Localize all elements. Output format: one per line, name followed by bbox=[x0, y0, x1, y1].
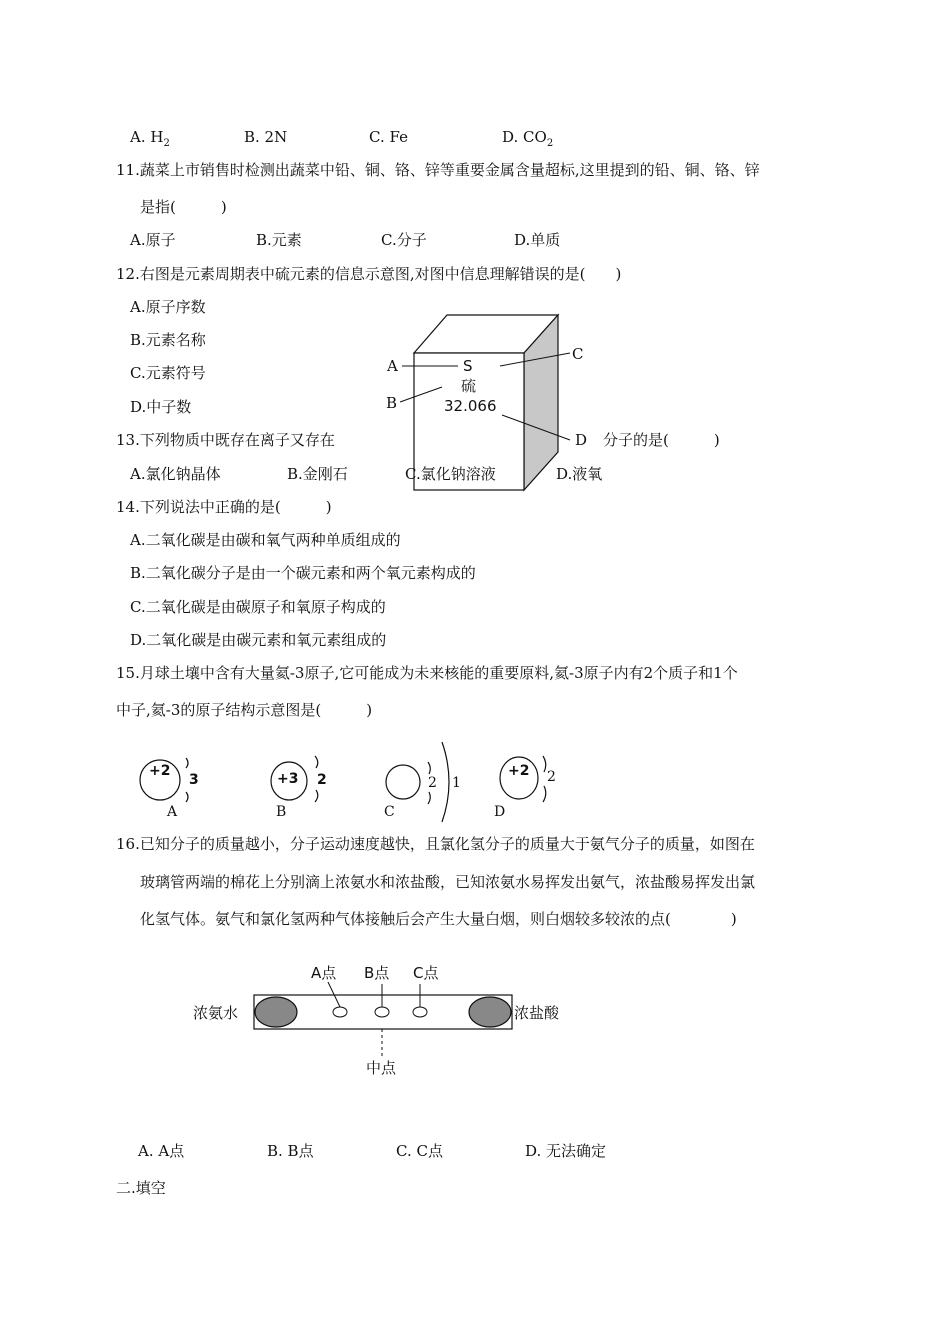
cotton-right bbox=[469, 997, 511, 1027]
diagram-letter-c: C bbox=[384, 804, 395, 820]
q13-stem-left: 13.下列物质中既存在离子又存在 bbox=[116, 431, 335, 449]
q10-option-c: C. Fe bbox=[369, 128, 408, 146]
q15-stem-line2: 中子,氦-3的原子结构示意图是( ) bbox=[116, 701, 373, 719]
q11-option-d: D.单质 bbox=[514, 231, 561, 249]
q11-option-a: A.原子 bbox=[130, 231, 176, 249]
q10-option-b: B. 2N bbox=[244, 128, 288, 146]
shell-electrons-d-1: 2 bbox=[547, 769, 556, 785]
diagram-letter-d: D bbox=[494, 804, 506, 820]
shell-electrons-a-1: 3 bbox=[189, 772, 199, 788]
q16-option-b: B. B点 bbox=[267, 1142, 314, 1160]
point-b-marker bbox=[375, 1007, 389, 1017]
element-mass: 32.066 bbox=[444, 397, 497, 415]
q14-stem: 14.下列说法中正确的是( ) bbox=[116, 498, 332, 516]
label-point-b: B点 bbox=[364, 964, 390, 982]
q12-option-b: B.元素名称 bbox=[130, 331, 206, 349]
q11-option-c: C.分子 bbox=[381, 231, 427, 249]
shell-electrons-c-1: 2 bbox=[428, 775, 437, 791]
q10-option-d: D. $CO_2$ bbox=[502, 128, 554, 149]
shell-electrons-b-1: 2 bbox=[317, 772, 327, 788]
q10-option-d-subscript: 2 bbox=[546, 138, 554, 149]
cotton-left bbox=[255, 997, 297, 1027]
q16-option-c: C. C点 bbox=[396, 1142, 443, 1160]
q14-option-c: C.二氧化碳是由碳原子和氧原子构成的 bbox=[130, 598, 386, 616]
label-ammonia: 浓氨水 bbox=[193, 1004, 239, 1022]
label-point-a: A点 bbox=[311, 964, 337, 982]
q12-option-c: C.元素符号 bbox=[130, 364, 206, 382]
q16-stem-line3: 化氢气体。氨气和氯化氢两种气体接触后会产生大量白烟，则白烟较多较浓的点( ) bbox=[140, 910, 737, 928]
nucleus-charge-d: +2 bbox=[508, 763, 530, 779]
q13-stem-right: 分子的是( ) bbox=[603, 431, 720, 449]
point-c-marker bbox=[413, 1007, 427, 1017]
q10-option-a-subscript: 2 bbox=[163, 138, 170, 149]
element-name: 硫 bbox=[461, 377, 477, 395]
q13-option-a: A.氯化钠晶体 bbox=[130, 465, 221, 483]
label-midpoint: 中点 bbox=[366, 1059, 397, 1077]
figure-label-c: C bbox=[572, 345, 584, 363]
nucleus-charge-b: +3 bbox=[277, 771, 299, 787]
q13-option-d: D.液氧 bbox=[556, 465, 603, 483]
figure-label-b: B bbox=[386, 394, 398, 412]
nucleus-charge-a: +2 bbox=[149, 763, 171, 779]
q15-stem-line1: 15.月球土壤中含有大量氦-3原子,它可能成为未来核能的重要原料,氦-3原子内有2个质子和1个 bbox=[116, 664, 738, 682]
figure-label-a: A bbox=[387, 357, 398, 375]
label-point-c: C点 bbox=[413, 964, 439, 982]
figure-label-d: D bbox=[575, 431, 588, 449]
q16-stem-line2: 玻璃管两端的棉花上分别滴上浓氨水和浓盐酸，已知浓氨水易挥发出氨气，浓盐酸易挥发出氯 bbox=[140, 873, 756, 891]
label-hydrochloric-acid: 浓盐酸 bbox=[514, 1004, 560, 1022]
q11-stem-line2: 是指( ) bbox=[140, 198, 227, 216]
q16-option-a: A. A点 bbox=[138, 1142, 185, 1160]
q14-option-d: D.二氧化碳是由碳元素和氧元素组成的 bbox=[130, 631, 387, 649]
q14-option-b: B.二氧化碳分子是由一个碳元素和两个氧元素构成的 bbox=[130, 564, 476, 582]
q16-option-d: D. 无法确定 bbox=[525, 1142, 607, 1160]
q11-stem-line1: 11.蔬菜上市销售时检测出蔬菜中铅、铜、铬、锌等重要金属含量超标,这里提到的铅、铜、铬、锌 bbox=[116, 161, 760, 179]
section-heading-fill-in: 二.填空 bbox=[116, 1179, 166, 1197]
diagram-letter-b: B bbox=[276, 804, 287, 820]
element-symbol: S bbox=[463, 357, 473, 375]
point-a-marker bbox=[333, 1007, 347, 1017]
q12-stem: 12.右图是元素周期表中硫元素的信息示意图,对图中信息理解错误的是( ) bbox=[116, 265, 622, 283]
q12-option-d: D.中子数 bbox=[130, 398, 192, 416]
shell-electrons-c-2: 1 bbox=[452, 775, 461, 791]
q12-option-a: A.原子序数 bbox=[130, 298, 206, 316]
q13-option-c: C.氯化钠溶液 bbox=[405, 465, 496, 483]
q16-stem-line1: 16.已知分子的质量越小，分子运动速度越快，且氯化氢分子的质量大于氨气分子的质量，如图在 bbox=[116, 835, 755, 853]
q10-option-a: A. $H_2$ bbox=[130, 128, 170, 149]
diagram-letter-a: A bbox=[167, 804, 178, 820]
q14-option-a: A.二氧化碳是由碳和氧气两种单质组成的 bbox=[130, 531, 401, 549]
q13-option-b: B.金刚石 bbox=[287, 465, 348, 483]
q11-option-b: B.元素 bbox=[256, 231, 302, 249]
